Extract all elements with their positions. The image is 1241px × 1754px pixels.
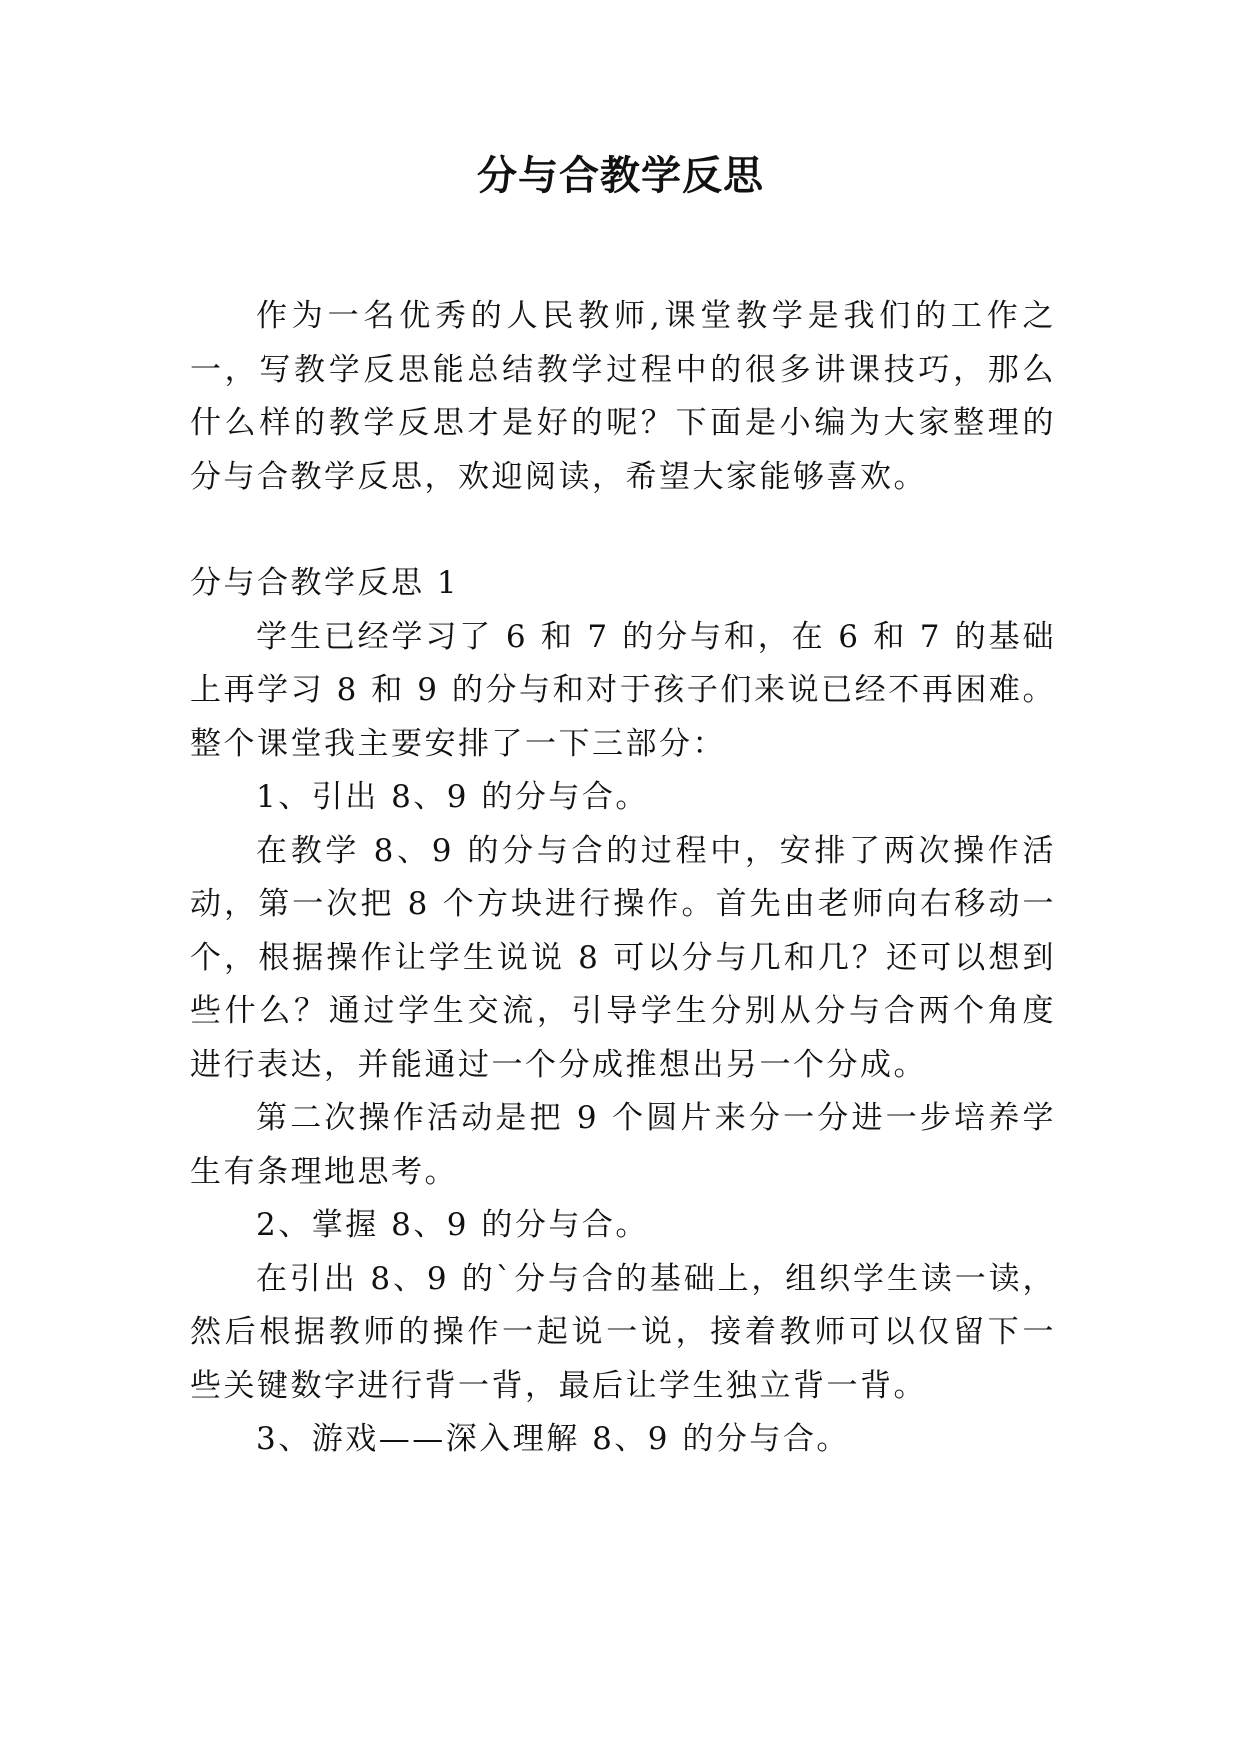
document-title: 分与合教学反思 xyxy=(477,153,764,199)
body-paragraph: 第二次操作活动是把 9 个圆片来分一分进一步培养学生有条理地思考。 xyxy=(190,1100,1056,1190)
body-paragraph: 学生已经学习了 6 和 7 的分与和，在 6 和 7 的基础上再学习 8 和 9 的分与和对于孩子们来说已经不再困难。整个课堂我主要安排了一下三部分： xyxy=(190,618,1056,762)
body-paragraph: 在教学 8、9 的分与合的过程中，安排了两次操作活动，第一次把 8 个方块进行操作。首先由老师向右移动一个，根据操作让学生说说 8 可以分与几和几？还可以想到些什么？通过学生交流，引导学生分别从分与合两个角度进行表达，并能通过一个分成推想出另一个分成。 xyxy=(190,832,1056,1083)
section-heading: 分与合教学反思 1 xyxy=(190,565,460,601)
document-body xyxy=(190,290,1056,1467)
intro-paragraph: 作为一名优秀的人民教师,课堂教学是我们的工作之一，写教学反思能总结教学过程中的很多讲课技巧，那么什么样的教学反思才是好的呢？下面是小编为大家整理的分与合教学反思，欢迎阅读，希望大家能够喜欢。 xyxy=(190,298,1056,495)
body-paragraph: 在引出 8、9 的`分与合的基础上，组织学生读一读，然后根据教师的操作一起说一说，接着教师可以仅留下一些关键数字进行背一背，最后让学生独立背一背。 xyxy=(190,1260,1056,1404)
list-item-heading: 3、游戏——深入理解 8、9 的分与合。 xyxy=(256,1421,850,1457)
list-item-heading: 2、掌握 8、9 的分与合。 xyxy=(256,1207,649,1243)
list-item-heading: 1、引出 8、9 的分与合。 xyxy=(256,779,649,815)
